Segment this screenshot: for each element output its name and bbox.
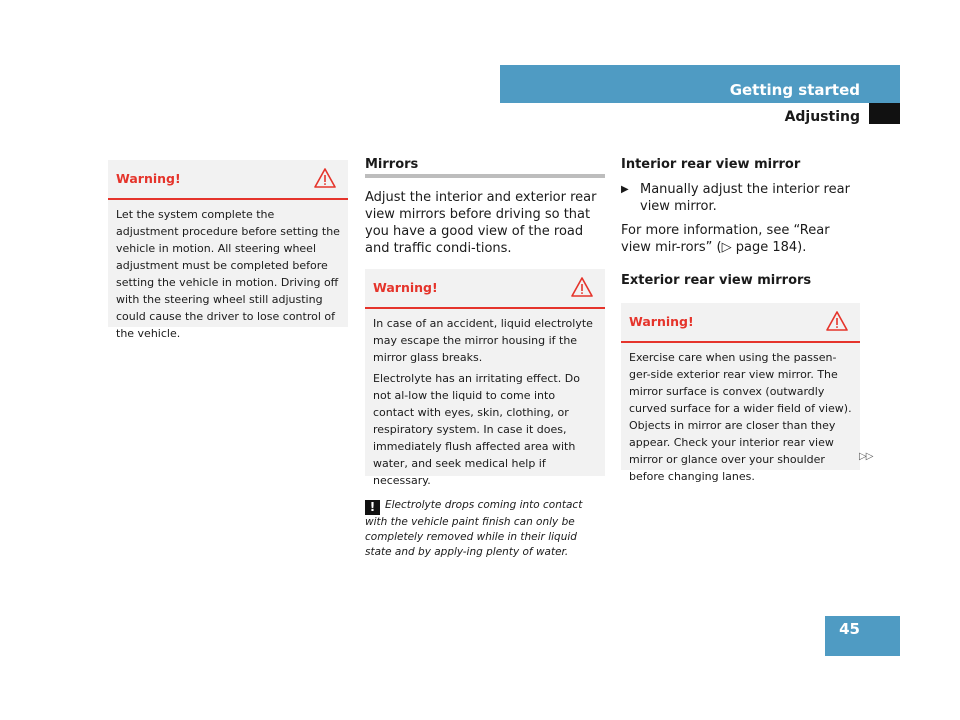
warning-title: Warning! xyxy=(373,280,438,295)
warning-triangle-icon xyxy=(314,168,336,188)
warning-text-1: In case of an accident, liquid electrolyte may escape the mirror housing if the mirror glass breaks. xyxy=(373,317,593,364)
more-info-text: For more information, see “Rear view mir-rors” (▷ page 184). xyxy=(621,223,830,255)
mirrors-intro: Adjust the interior and exterior rear view mirrors before driving so that you have a good view of the road and traffic condi-tions. xyxy=(365,190,597,256)
warning-title: Warning! xyxy=(629,314,694,329)
convex-mirror-warning-box xyxy=(621,303,860,483)
warning-triangle-icon xyxy=(826,311,848,331)
instruction-text: Manually adjust the interior rear view mirror. xyxy=(640,182,850,214)
subsection-title: Adjusting xyxy=(784,109,860,125)
electrolyte-warning-box xyxy=(365,269,605,487)
warning-text-2: Electrolyte has an irritating effect. Do not al-low the liquid to come into contact with eyes, skin, clothing, or respiratory system. In case it does, immediately flush affected area with water, and seek medical help if necessary. xyxy=(373,372,580,487)
instruction-item xyxy=(621,181,861,215)
warning-header xyxy=(365,269,605,309)
page-number: 45 xyxy=(839,620,860,638)
bullet-arrow-icon: ▶ xyxy=(621,184,629,195)
warning-text: Exercise care when using the passen-ger-side exterior rear view mirror. The mirror surface is convex (outwardly curved surface for a wider field of view). Objects in mirror are closer than they appear. Check your interior rear view mirror or glance over your shoulder before changing lanes. xyxy=(629,351,852,483)
warning-header xyxy=(108,160,348,200)
steering-warning-box xyxy=(108,160,348,340)
warning-text: Let the system complete the adjustment procedure before setting the vehicle in motion. All steering wheel adjustment must be completed before setting the vehicle in motion. Driving off with the steering wheel still adjusting could cause the driver to lose control of the vehicle. xyxy=(116,208,340,340)
interior-mirror-heading: Interior rear view mirror xyxy=(621,157,801,172)
warning-header xyxy=(621,303,860,343)
paint-note xyxy=(365,498,605,560)
warning-triangle-icon xyxy=(571,277,593,297)
mirrors-heading: Mirrors xyxy=(365,157,419,172)
page-number-box xyxy=(825,616,900,656)
note-text: Electrolyte drops coming into contact with the vehicle paint finish can only be completely removed while in their liquid state and by apply-ing plenty of water. xyxy=(365,499,583,558)
header-bar xyxy=(500,65,900,103)
exclamation-icon: ! xyxy=(365,500,380,515)
warning-title: Warning! xyxy=(116,171,181,186)
heading-rule xyxy=(365,174,605,178)
section-title: Getting started xyxy=(729,81,860,99)
exterior-mirror-heading: Exterior rear view mirrors xyxy=(621,273,812,288)
header-marker xyxy=(869,103,900,124)
continued-icon: ▷▷ xyxy=(859,451,873,462)
